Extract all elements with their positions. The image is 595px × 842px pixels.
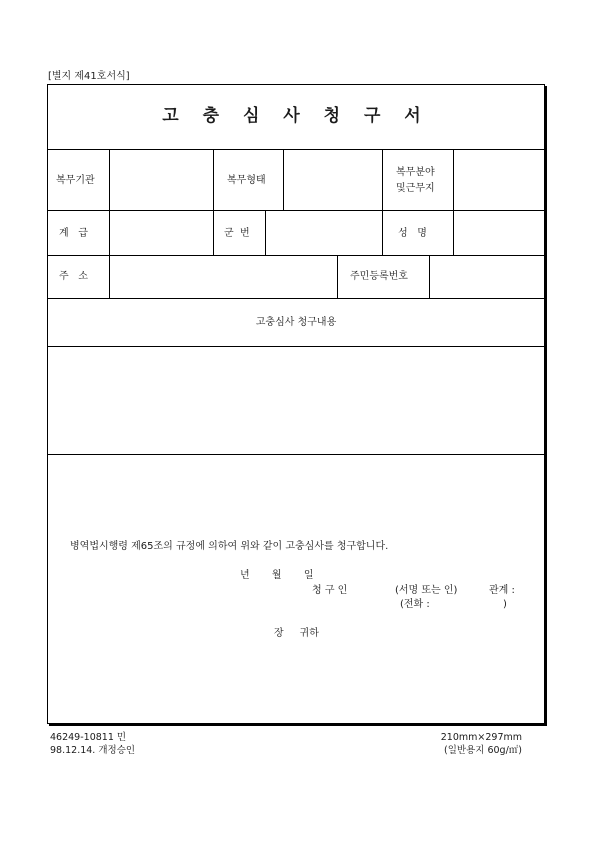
label-name: 성 명 <box>398 228 427 239</box>
footer-paper-size: 210mm×297mm <box>440 732 522 743</box>
rule-below-contents-area <box>47 454 545 455</box>
label-service-agency: 복무기관 <box>56 175 95 186</box>
relation-label: 관계 : <box>489 585 515 596</box>
frame-shadow-right <box>545 86 547 726</box>
form-number-label: [별지 제41호서식] <box>48 71 130 82</box>
form-title: 고 충 심 사 청 구 서 <box>162 106 430 126</box>
footer-form-code: 46249-10811 민 <box>50 732 127 743</box>
label-address: 주 소 <box>59 271 88 282</box>
applicant-label: 청 구 인 <box>312 585 348 596</box>
rank-field[interactable] <box>110 211 213 255</box>
label-service-type: 복무형태 <box>227 175 266 186</box>
contents-area[interactable] <box>48 347 544 454</box>
name-field[interactable] <box>454 211 544 255</box>
label-rank: 계 급 <box>59 228 88 239</box>
footer-approval-date: 98.12.14. 개정승인 <box>50 745 136 756</box>
row3-divider-2 <box>337 255 338 298</box>
service-agency-field[interactable] <box>110 150 213 210</box>
phone-label: (전화 : <box>400 599 430 610</box>
service-field-field[interactable] <box>454 150 544 210</box>
contents-header: 고충심사 청구내용 <box>255 317 337 328</box>
label-service-number: 군 번 <box>224 228 250 239</box>
row2-divider-4 <box>382 210 383 255</box>
frame-shadow-bottom <box>49 724 547 726</box>
service-number-field[interactable] <box>266 211 382 255</box>
recipient-label: 장 귀하 <box>274 628 319 639</box>
label-service-field-line2: 및근무지 <box>396 183 435 194</box>
rule-below-row3 <box>47 298 545 299</box>
row2-divider-2 <box>213 210 214 255</box>
service-type-field[interactable] <box>284 150 382 210</box>
signature-label: (서명 또는 인) <box>395 585 458 596</box>
date-line: 년 월 일 <box>240 570 314 581</box>
address-field[interactable] <box>110 256 337 298</box>
footer-left <box>50 731 135 757</box>
footer-right <box>380 731 522 757</box>
resident-number-field[interactable] <box>430 256 544 298</box>
label-resident-number: 주민등록번호 <box>350 271 408 282</box>
row1-divider-2 <box>213 149 214 210</box>
row1-divider-4 <box>382 149 383 210</box>
label-service-field-line1: 복무분야 <box>396 167 435 178</box>
footer-paper-type: (일반용지 60g/㎡) <box>444 745 522 756</box>
declaration-text: 병역법시행령 제65조의 규정에 의하여 위와 같이 고충심사를 청구합니다. <box>70 541 389 552</box>
phone-close: ) <box>503 599 507 610</box>
